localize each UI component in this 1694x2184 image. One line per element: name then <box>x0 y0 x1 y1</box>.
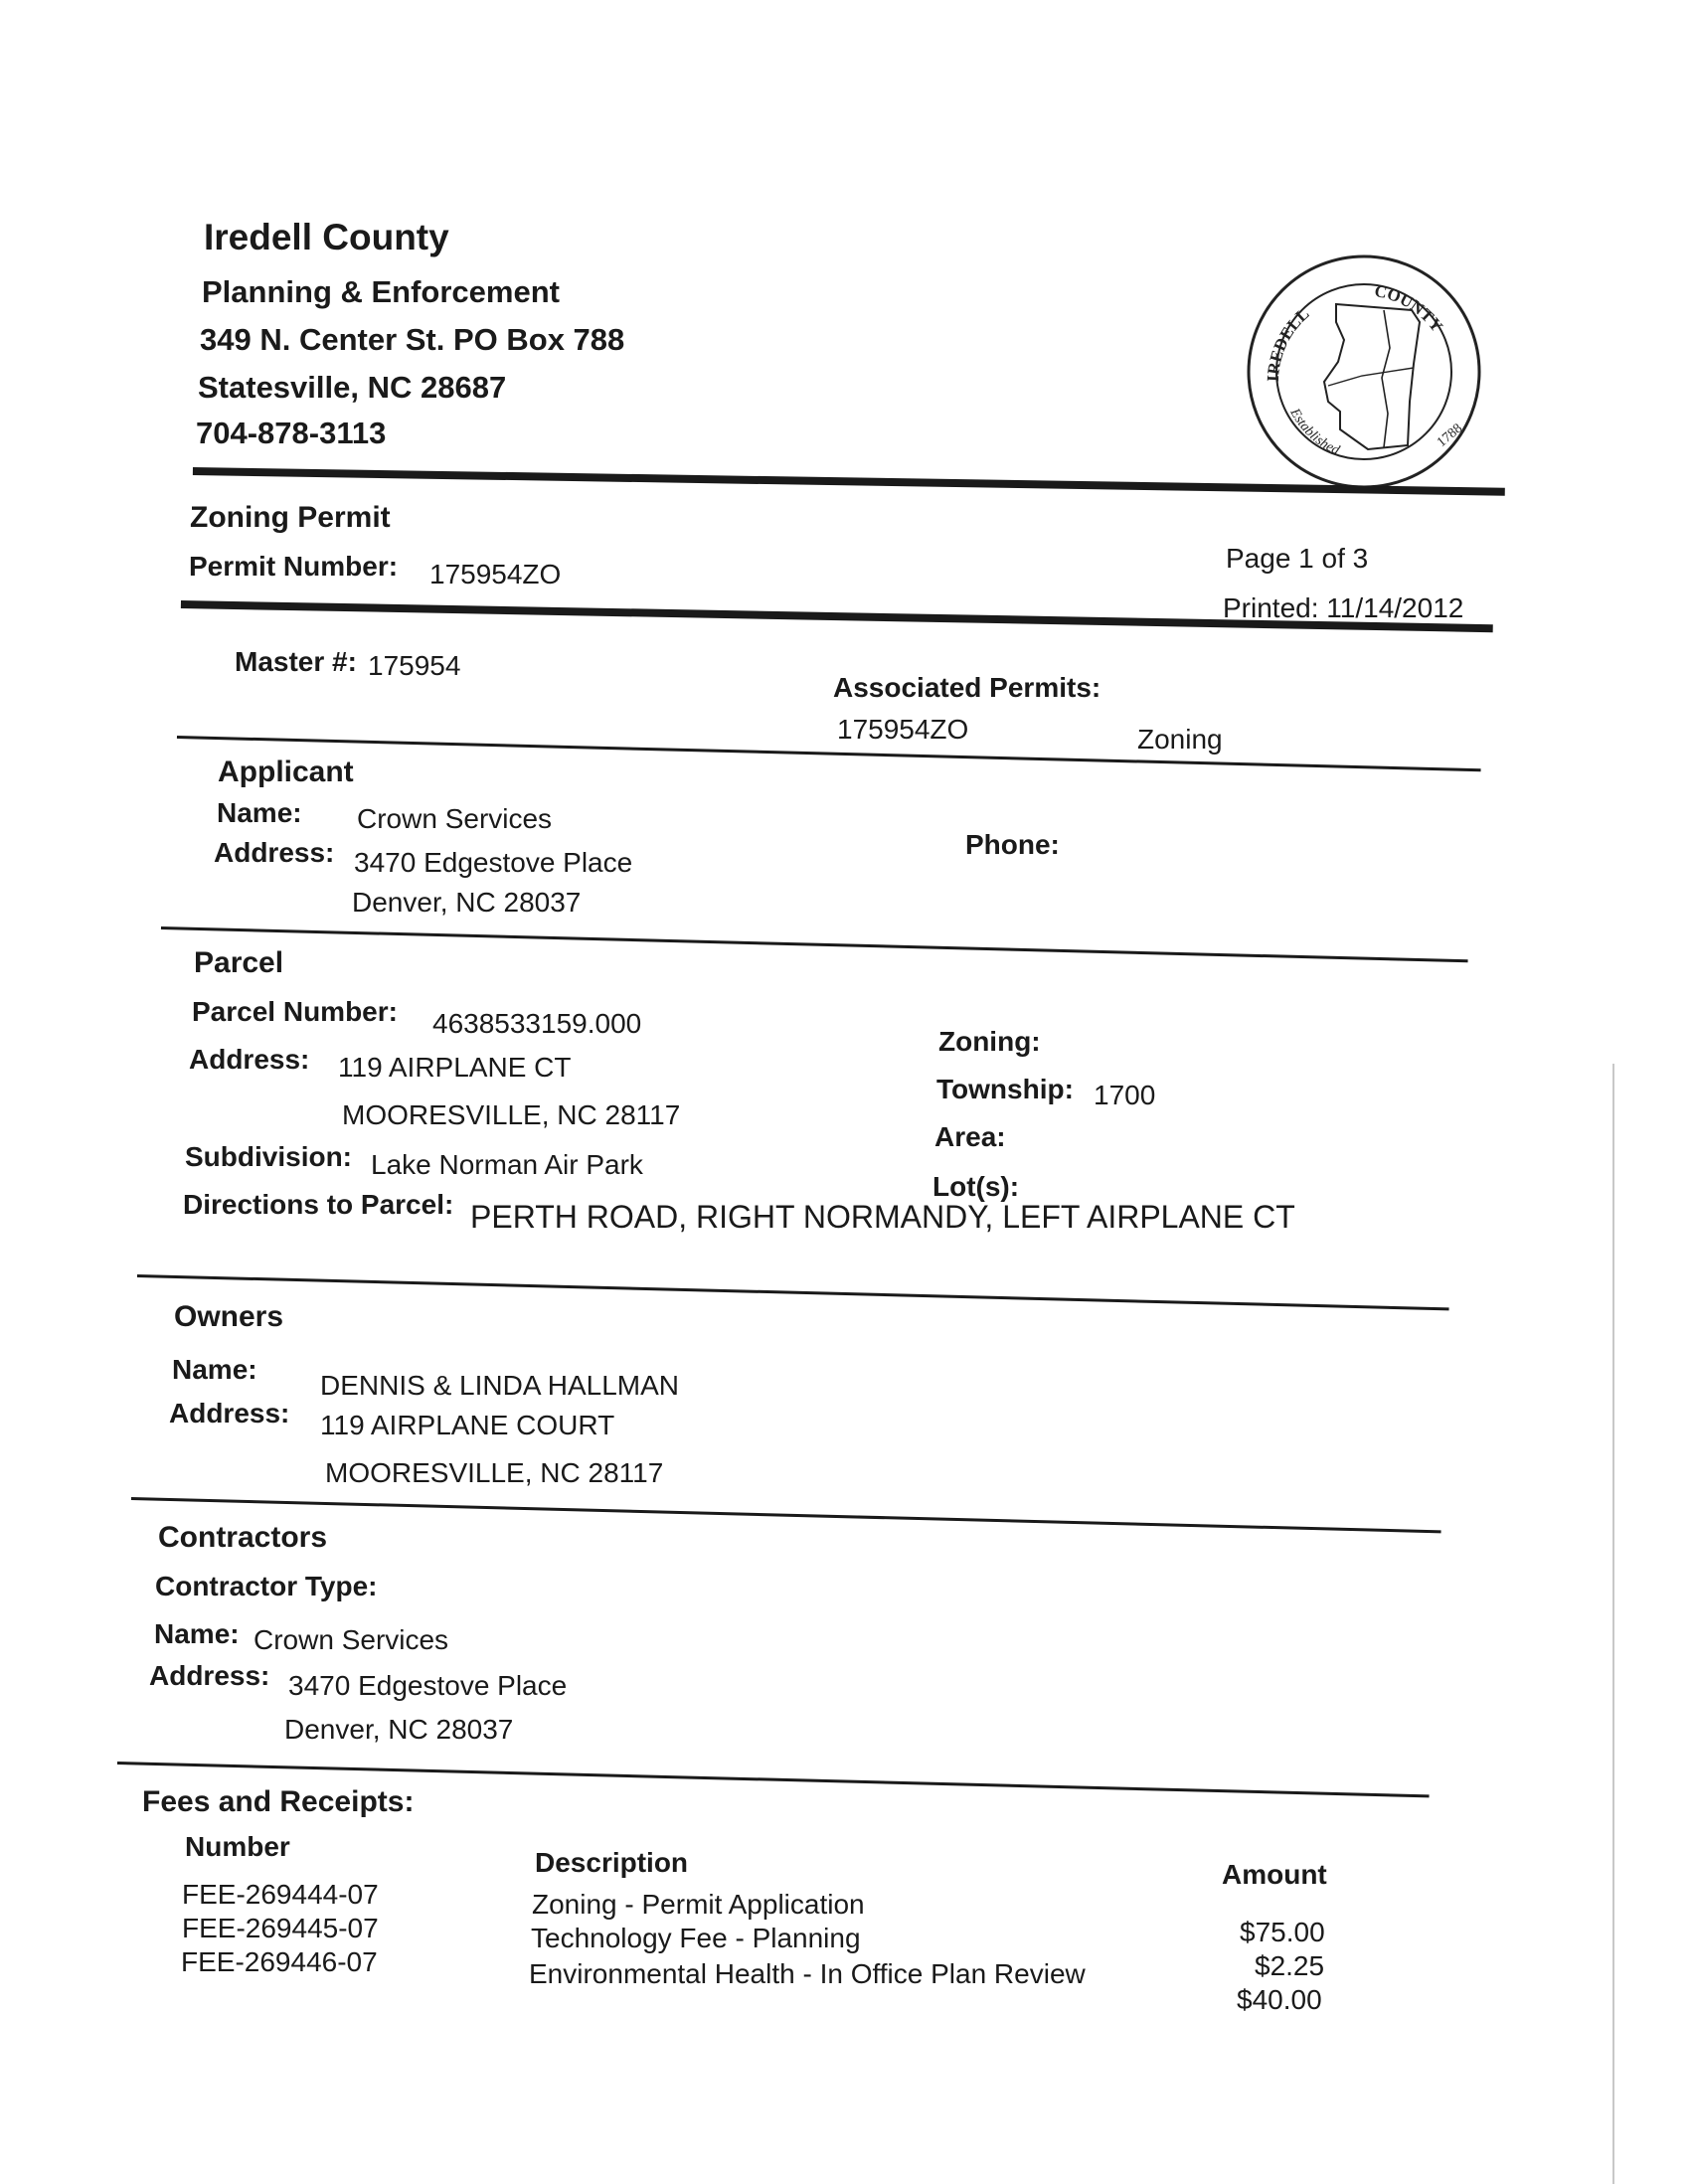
applicant-phone-label: Phone: <box>965 829 1060 860</box>
parcel-heading: Parcel <box>194 946 284 979</box>
contractor-name: Crown Services <box>254 1624 449 1655</box>
fee-row-2-description: Technology Fee - Planning <box>531 1923 861 1953</box>
owner-address-label: Address: <box>169 1398 290 1428</box>
applicant-address-label: Address: <box>214 837 335 868</box>
fee-row-3-description: Environmental Health - In Office Plan Review <box>529 1958 1086 1989</box>
fee-row-1-amount: $75.00 <box>1240 1917 1325 1947</box>
city-address: Statesville, NC 28687 <box>198 370 507 405</box>
applicant-heading: Applicant <box>218 756 354 788</box>
permit-number-label: Permit Number: <box>189 551 399 582</box>
owner-name-label: Name: <box>172 1354 257 1385</box>
parcel-number: 4638533159.000 <box>432 1008 642 1039</box>
area-label: Area: <box>934 1121 1006 1152</box>
svg-text:Established <box>1286 406 1342 459</box>
lots-label: Lot(s): <box>932 1171 1020 1202</box>
applicant-divider <box>161 926 1468 962</box>
owner-name: DENNIS & LINDA HALLMAN <box>320 1370 679 1401</box>
associated-permit-type: Zoning <box>1137 724 1223 755</box>
owner-address-line1: 119 AIRPLANE COURT <box>320 1410 615 1440</box>
fee-row-3-number: FEE-269446-07 <box>181 1946 378 1977</box>
associated-permits-label: Associated Permits: <box>833 672 1101 703</box>
master-divider <box>177 736 1481 771</box>
street-address: 349 N. Center St. PO Box 788 <box>200 322 625 357</box>
permit-number: 175954ZO <box>429 559 562 589</box>
permit-title: Zoning Permit <box>190 501 391 534</box>
fee-row-1-description: Zoning - Permit Application <box>532 1889 865 1920</box>
applicant-address-line1: 3470 Edgestove Place <box>354 847 633 878</box>
applicant-address-line2: Denver, NC 28037 <box>352 887 582 918</box>
contractors-heading: Contractors <box>158 1521 328 1554</box>
fees-col-description: Description <box>535 1847 689 1878</box>
parcel-address-label: Address: <box>189 1044 310 1075</box>
scan-edge-line <box>1612 1064 1614 2184</box>
applicant-name: Crown Services <box>357 803 553 834</box>
subdivision-value: Lake Norman Air Park <box>371 1149 643 1180</box>
county-seal-icon <box>1245 252 1483 491</box>
seal-top-text: IREDELL <box>1263 303 1313 383</box>
contractor-address-line1: 3470 Edgestove Place <box>288 1670 568 1701</box>
owners-divider <box>131 1497 1441 1533</box>
parcel-address-line1: 119 AIRPLANE CT <box>338 1052 572 1083</box>
fees-heading: Fees and Receipts: <box>142 1785 415 1818</box>
fee-row-3-amount: $40.00 <box>1237 1984 1322 2015</box>
township-value: 1700 <box>1094 1080 1156 1110</box>
directions-value: PERTH ROAD, RIGHT NORMANDY, LEFT AIRPLANE CT <box>470 1199 1295 1235</box>
seal-bottom-text: Established <box>1286 406 1342 459</box>
master-label: Master #: <box>235 646 357 677</box>
fee-row-1-number: FEE-269444-07 <box>182 1879 379 1910</box>
department-name: Planning & Enforcement <box>202 274 560 309</box>
seal-year: 1788 <box>1434 420 1466 451</box>
printed-date: Printed: 11/14/2012 <box>1223 592 1464 623</box>
svg-text:IREDELL <box>1264 304 1313 382</box>
office-phone: 704-878-3113 <box>196 416 387 450</box>
fee-row-2-amount: $2.25 <box>1255 1950 1325 1981</box>
contractor-type-label: Contractor Type: <box>155 1571 378 1601</box>
seal-right-text: COUNTY <box>1373 281 1447 336</box>
contractor-address-line2: Denver, NC 28037 <box>284 1714 514 1745</box>
township-label: Township: <box>936 1074 1074 1104</box>
applicant-name-label: Name: <box>217 797 302 828</box>
directions-label: Directions to Parcel: <box>183 1189 454 1220</box>
page-indicator: Page 1 of 3 <box>1226 543 1369 574</box>
contractor-name-label: Name: <box>154 1618 240 1649</box>
associated-permit-number: 175954ZO <box>837 714 969 745</box>
subdivision-label: Subdivision: <box>185 1141 352 1172</box>
parcel-zoning-label: Zoning: <box>938 1026 1041 1057</box>
fees-col-amount: Amount <box>1222 1859 1327 1890</box>
master-number: 175954 <box>368 650 461 681</box>
owners-heading: Owners <box>174 1300 284 1333</box>
parcel-divider <box>137 1274 1449 1310</box>
contractor-address-label: Address: <box>149 1660 270 1691</box>
parcel-address-line2: MOORESVILLE, NC 28117 <box>342 1099 681 1130</box>
fee-row-2-number: FEE-269445-07 <box>182 1913 379 1943</box>
owner-address-line2: MOORESVILLE, NC 28117 <box>325 1457 664 1488</box>
county-name: Iredell County <box>204 217 449 257</box>
fees-col-number: Number <box>185 1831 290 1862</box>
parcel-number-label: Parcel Number: <box>192 996 398 1027</box>
